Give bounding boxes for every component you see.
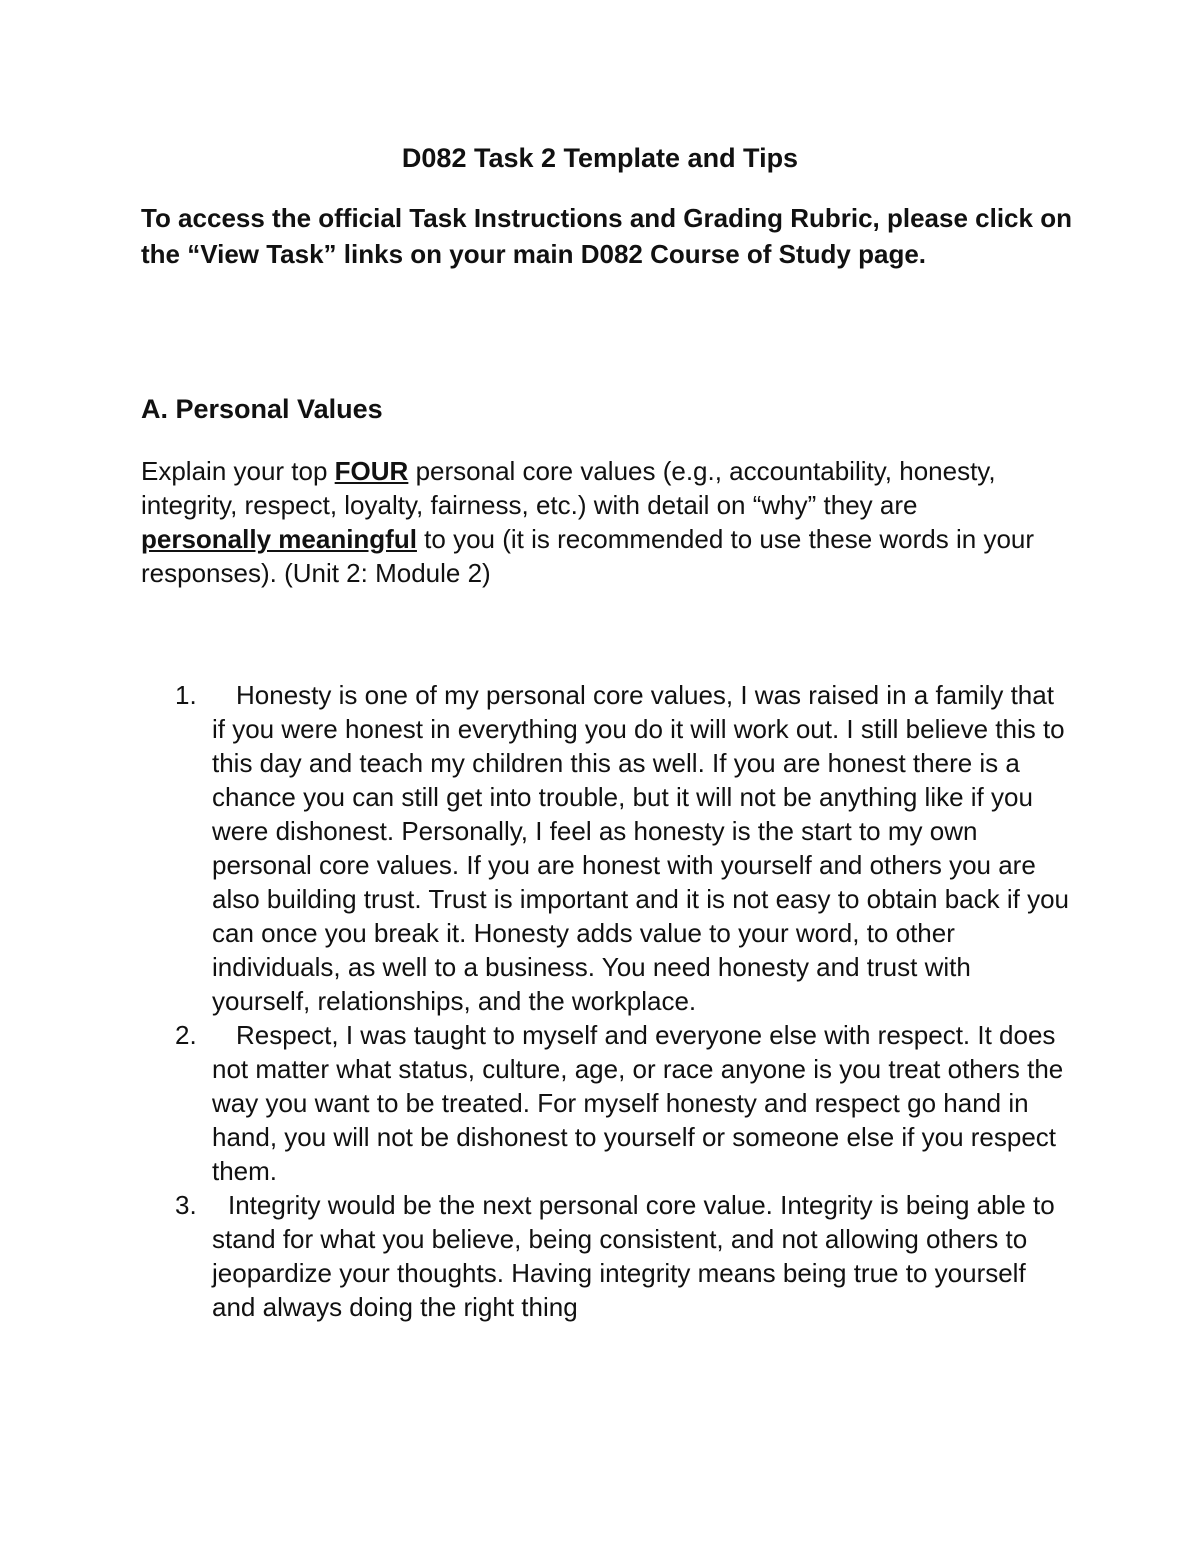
list-item-text: Honesty is one of my personal core values, I was raised in a family that if you were honest in everything you do it will work out. I still believe this to this day and teach my children this as well. If you are honest there is a chance you can still get into trouble, but it will not be anything like if you were dishonest. Personally, I feel as honesty is the start to my own personal core values. If you are honest with yourself and others you are also building trust. Trust is important and it is not easy to obtain back if you can once you break it. Honesty adds value to your word, to other individuals, as well to a business. You need honesty and trust with yourself, relationships, and the workplace. — [212, 680, 1069, 1016]
prompt-text: Explain your top — [141, 456, 335, 486]
document-title: D082 Task 2 Template and Tips — [401, 143, 799, 173]
section-heading: A. Personal Values — [141, 394, 383, 424]
list-item — [141, 1188, 1071, 1324]
answers-list — [141, 678, 1071, 1324]
list-item-text: Respect, I was taught to myself and everyone else with respect. It does not matter what status, culture, age, or race anyone is you treat others the way you want to be treated. For myself honesty and respect go hand in hand, you will not be dishonest to yourself or someone else if you respect them. — [212, 1020, 1064, 1186]
list-number: 2. — [175, 1020, 197, 1050]
section-prompt — [141, 454, 1041, 590]
prompt-emphasis-meaningful: personally meaningful — [141, 524, 417, 554]
list-item — [141, 678, 1071, 1018]
intro-paragraph: To access the official Task Instructions and Grading Rubric, please click on the “View Task” links on your main D082 Course of Study page. — [141, 203, 1072, 269]
prompt-emphasis-four: FOUR — [334, 456, 409, 486]
prompt-text: to you (it is recommended to use these words in your responses). (Unit 2: Module 2) — [141, 524, 1035, 588]
prompt-text: personal core values (e.g., accountability, honesty, integrity, respect, loyalty, fairness, etc.) with detail on “why” they are — [141, 456, 996, 520]
list-item-text: Integrity would be the next personal core value. Integrity is being able to stand for what you believe, being consistent, and not allowing others to jeopardize your thoughts. Having integrity means being true to yourself and always doing the right thing — [212, 1190, 1055, 1322]
list-number: 1. — [175, 680, 197, 710]
list-number: 3. — [175, 1190, 197, 1220]
list-item — [141, 1018, 1071, 1188]
